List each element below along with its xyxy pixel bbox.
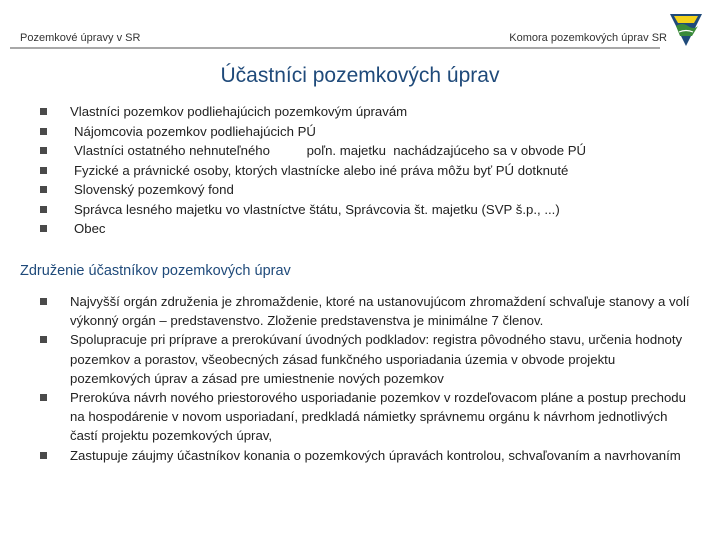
list-item-text: Zastupuje záujmy účastníkov konania o pozemkových úpravách kontrolou, schvaľovaním a navrhovaním xyxy=(70,447,681,463)
list-item xyxy=(40,122,690,142)
header-left-text: Pozemkové úpravy v SR xyxy=(20,32,141,44)
logo-sun-band xyxy=(674,16,698,23)
bullet-icon xyxy=(40,452,47,459)
list-item-text: Prerokúva návrh nového priestorového usporiadanie pozemkov v rozdeľovacom pláne a postup prechodu na hospodárenie v novom usporiadaní, predkladá námietky správnemu orgánu k návrhom jednotlivých častí projektu pozemkových úprav, xyxy=(70,390,686,444)
list-item-text: Fyzické a právnické osoby, ktorých vlastnícke alebo iné práva môžu byť PÚ dotknuté xyxy=(74,162,569,178)
bullet-icon xyxy=(40,206,47,213)
list-item xyxy=(40,200,690,220)
section-subtitle: Združenie účastníkov pozemkových úprav xyxy=(20,263,291,279)
association-list xyxy=(40,292,690,465)
list-item xyxy=(40,161,690,181)
participants-list xyxy=(40,102,690,239)
bullet-icon xyxy=(40,298,47,305)
bullet-icon xyxy=(40,128,47,135)
komora-logo-icon xyxy=(668,10,704,48)
list-item-text: Obec xyxy=(74,221,106,236)
bullet-icon xyxy=(40,394,47,401)
list-item xyxy=(40,446,690,465)
bullet-icon xyxy=(40,186,47,193)
page-title: Účastníci pozemkových úprav xyxy=(220,64,500,87)
bullet-icon xyxy=(40,108,47,115)
list-item xyxy=(40,180,690,200)
list-item xyxy=(40,141,690,161)
list-item-text: Najvyšší orgán združenia je zhromaždenie, ktoré na ustanovujúcom zhromaždení schvaľuje stanovy a volí výkonný orgán – predstavenstvo. Zloženie predstavenstva je minimálne 7 členov. xyxy=(70,294,690,329)
bullet-icon xyxy=(40,336,47,343)
list-item xyxy=(40,219,690,239)
header-right-text: Komora pozemkových úprav SR xyxy=(509,32,667,44)
header-divider xyxy=(10,47,660,49)
list-item-text: Vlastníci pozemkov podliehajúcich pozemkovým úpravám xyxy=(70,104,408,119)
list-item-text: Slovenský pozemkový fond xyxy=(74,182,234,197)
bullet-icon xyxy=(40,167,47,174)
list-item-text: Spolupracuje pri príprave a prerokúvaní úvodných podkladov: registra pôvodného stavu, určenia hodnoty pozemkov a porastov, všeobecných zásad funkčného usporiadania územia v obvode projektu pozemkových úprav a zásad pre umiestnenie nových pozemkov xyxy=(70,332,683,386)
list-item-text: Vlastníci ostatného nehnuteľného poľn. majetku nachádzajúceho sa v obvode PÚ xyxy=(74,143,587,158)
list-item xyxy=(40,292,690,330)
list-item-text: Nájomcovia pozemkov podliehajúcich PÚ xyxy=(74,123,316,139)
bullet-icon xyxy=(40,147,47,154)
bullet-icon xyxy=(40,225,47,232)
list-item xyxy=(40,388,690,446)
list-item-text: Správca lesného majetku vo vlastníctve štátu, Správcovia št. majetku (SVP š.p., ...) xyxy=(74,201,560,217)
list-item xyxy=(40,330,690,388)
list-item xyxy=(40,102,690,122)
